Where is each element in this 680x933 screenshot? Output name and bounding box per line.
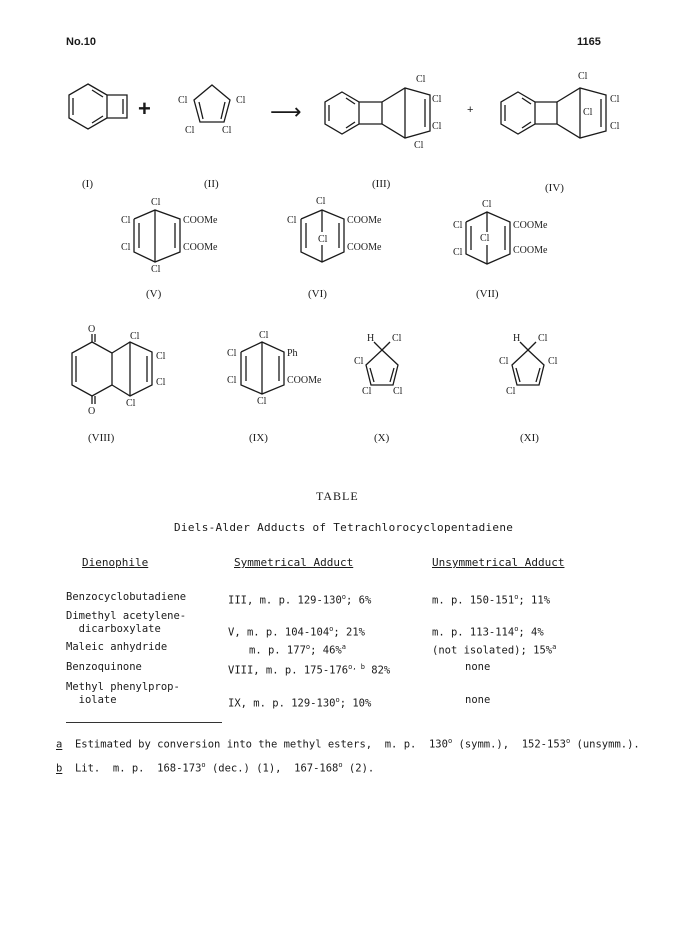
table-title: TABLE [316,489,359,503]
atom-cl: Cl [453,220,463,231]
atom-cl: Cl [236,95,246,106]
structure-XI [0,0,680,440]
atom-h: H [367,333,375,344]
cell-unsymmetrical: none [465,661,491,673]
table-row [66,610,186,636]
label-X: (X) [374,432,390,444]
atom-cl: Cl [259,330,269,341]
ester: COOMe [347,242,382,253]
cell-dienophile: Maleic anhydride [66,641,168,653]
cell-dienophile: Dimethyl acetylene- [66,610,187,622]
atom-cl: Cl [227,348,237,359]
cell-symmetrical: V, m. p. 104-104$^o$; 21% [228,625,365,639]
label-V: (V) [146,288,162,300]
cell-dienophile: Methyl phenylprop- [66,681,180,693]
cell-unsymmetrical: m. p. 150-151$^o$; 11% [432,593,551,607]
footnote-a: a Estimated by conversion into the methyl esters, m. p. 130$^o$ (symm.), 152-153$^o$ (unsymm.). [56,737,640,751]
label-I: (I) [82,178,93,190]
atom-cl: Cl [151,197,161,208]
cell-unsymmetrical: m. p. 113-114$^o$; 4% [432,625,544,639]
ester: COOMe [513,220,548,231]
atom-cl: Cl [499,356,509,367]
atom-o: O [88,406,96,417]
label-IX: (IX) [249,432,268,444]
atom-cl: Cl [506,386,516,397]
atom-cl: Cl [538,333,548,344]
page-number: 1165 [577,36,601,48]
table-row [66,641,167,654]
atom-cl: Cl [578,71,588,82]
atom-cl: Cl [482,199,492,210]
ester: COOMe [183,215,218,226]
atom-cl: Cl [185,125,195,136]
atom-o: O [88,324,96,335]
footnote-rule [66,722,222,723]
atom-cl: Cl [151,264,161,275]
label-VIII: (VIII) [88,432,115,444]
ester: COOMe [183,242,218,253]
cell-symmetrical: VIII, m. p. 175-176$^{o, b}$ 82% [228,663,391,677]
label-II: (II) [204,178,219,190]
atom-ph: Ph [287,348,298,359]
table-row [66,661,142,674]
plus-sign: + [467,104,474,116]
atom-cl: Cl [178,95,188,106]
atom-cl: Cl [432,94,442,105]
atom-cl: Cl [257,396,267,407]
cell-symmetrical: IX, m. p. 129-130$^o$; 10% [228,696,372,710]
cell-unsymmetrical: (not isolated); 15%$^a$ [432,643,557,657]
atom-cl: Cl [453,247,463,258]
footnote-b: b Lit. m. p. 168-173$^o$ (dec.) (1), 167-168$^o$ (2). [56,761,375,775]
atom-cl: Cl [354,356,364,367]
atom-cl: Cl [156,351,166,362]
ester: COOMe [347,215,382,226]
atom-cl: Cl [583,107,593,118]
atom-h: H [513,333,521,344]
atom-cl: Cl [156,377,166,388]
atom-cl: Cl [416,74,426,85]
atom-cl: Cl [610,121,620,132]
atom-cl: Cl [362,386,372,397]
reaction-arrow: ⟶ [270,100,302,125]
label-IV: (IV) [545,182,564,194]
table-subtitle: Diels-Alder Adducts of Tetrachlorocyclopentadiene [174,521,514,534]
atom-cl: Cl [392,333,402,344]
atom-cl: Cl [121,242,131,253]
cell-symmetrical: III, m. p. 129-130$^o$; 6% [228,593,372,607]
cell-dienophile: Benzocyclobutadiene [66,591,187,603]
cell-dienophile-cont: iolate [66,694,117,706]
cell-dienophile-cont: dicarboxylate [66,623,161,635]
column-header-unsymmetrical: Unsymmetrical Adduct [432,556,565,569]
table-row [66,681,180,707]
atom-cl: Cl [287,215,297,226]
plus-sign: + [138,96,151,121]
atom-cl: Cl [480,233,490,244]
cell-symmetrical: m. p. 177$^o$; 46%$^a$ [249,643,346,657]
label-VI: (VI) [308,288,327,300]
ester: COOMe [513,245,548,256]
atom-cl: Cl [318,234,328,245]
atom-cl: Cl [316,196,326,207]
cell-unsymmetrical: none [465,694,491,706]
atom-cl: Cl [130,331,140,342]
atom-cl: Cl [414,140,424,151]
column-header-dienophile: Dienophile [82,556,149,569]
label-XI: (XI) [520,432,539,444]
atom-cl: Cl [121,215,131,226]
atom-cl: Cl [227,375,237,386]
label-VII: (VII) [476,288,499,300]
cell-dienophile: Benzoquinone [66,661,142,673]
ester: COOMe [287,375,322,386]
atom-cl: Cl [126,398,136,409]
atom-cl: Cl [222,125,232,136]
atom-cl: Cl [393,386,403,397]
journal-issue: No.10 [66,36,96,48]
label-III: (III) [372,178,391,190]
atom-cl: Cl [432,121,442,132]
column-header-symmetrical: Symmetrical Adduct [234,556,354,569]
atom-cl: Cl [610,94,620,105]
table-row [66,591,186,604]
atom-cl: Cl [548,356,558,367]
